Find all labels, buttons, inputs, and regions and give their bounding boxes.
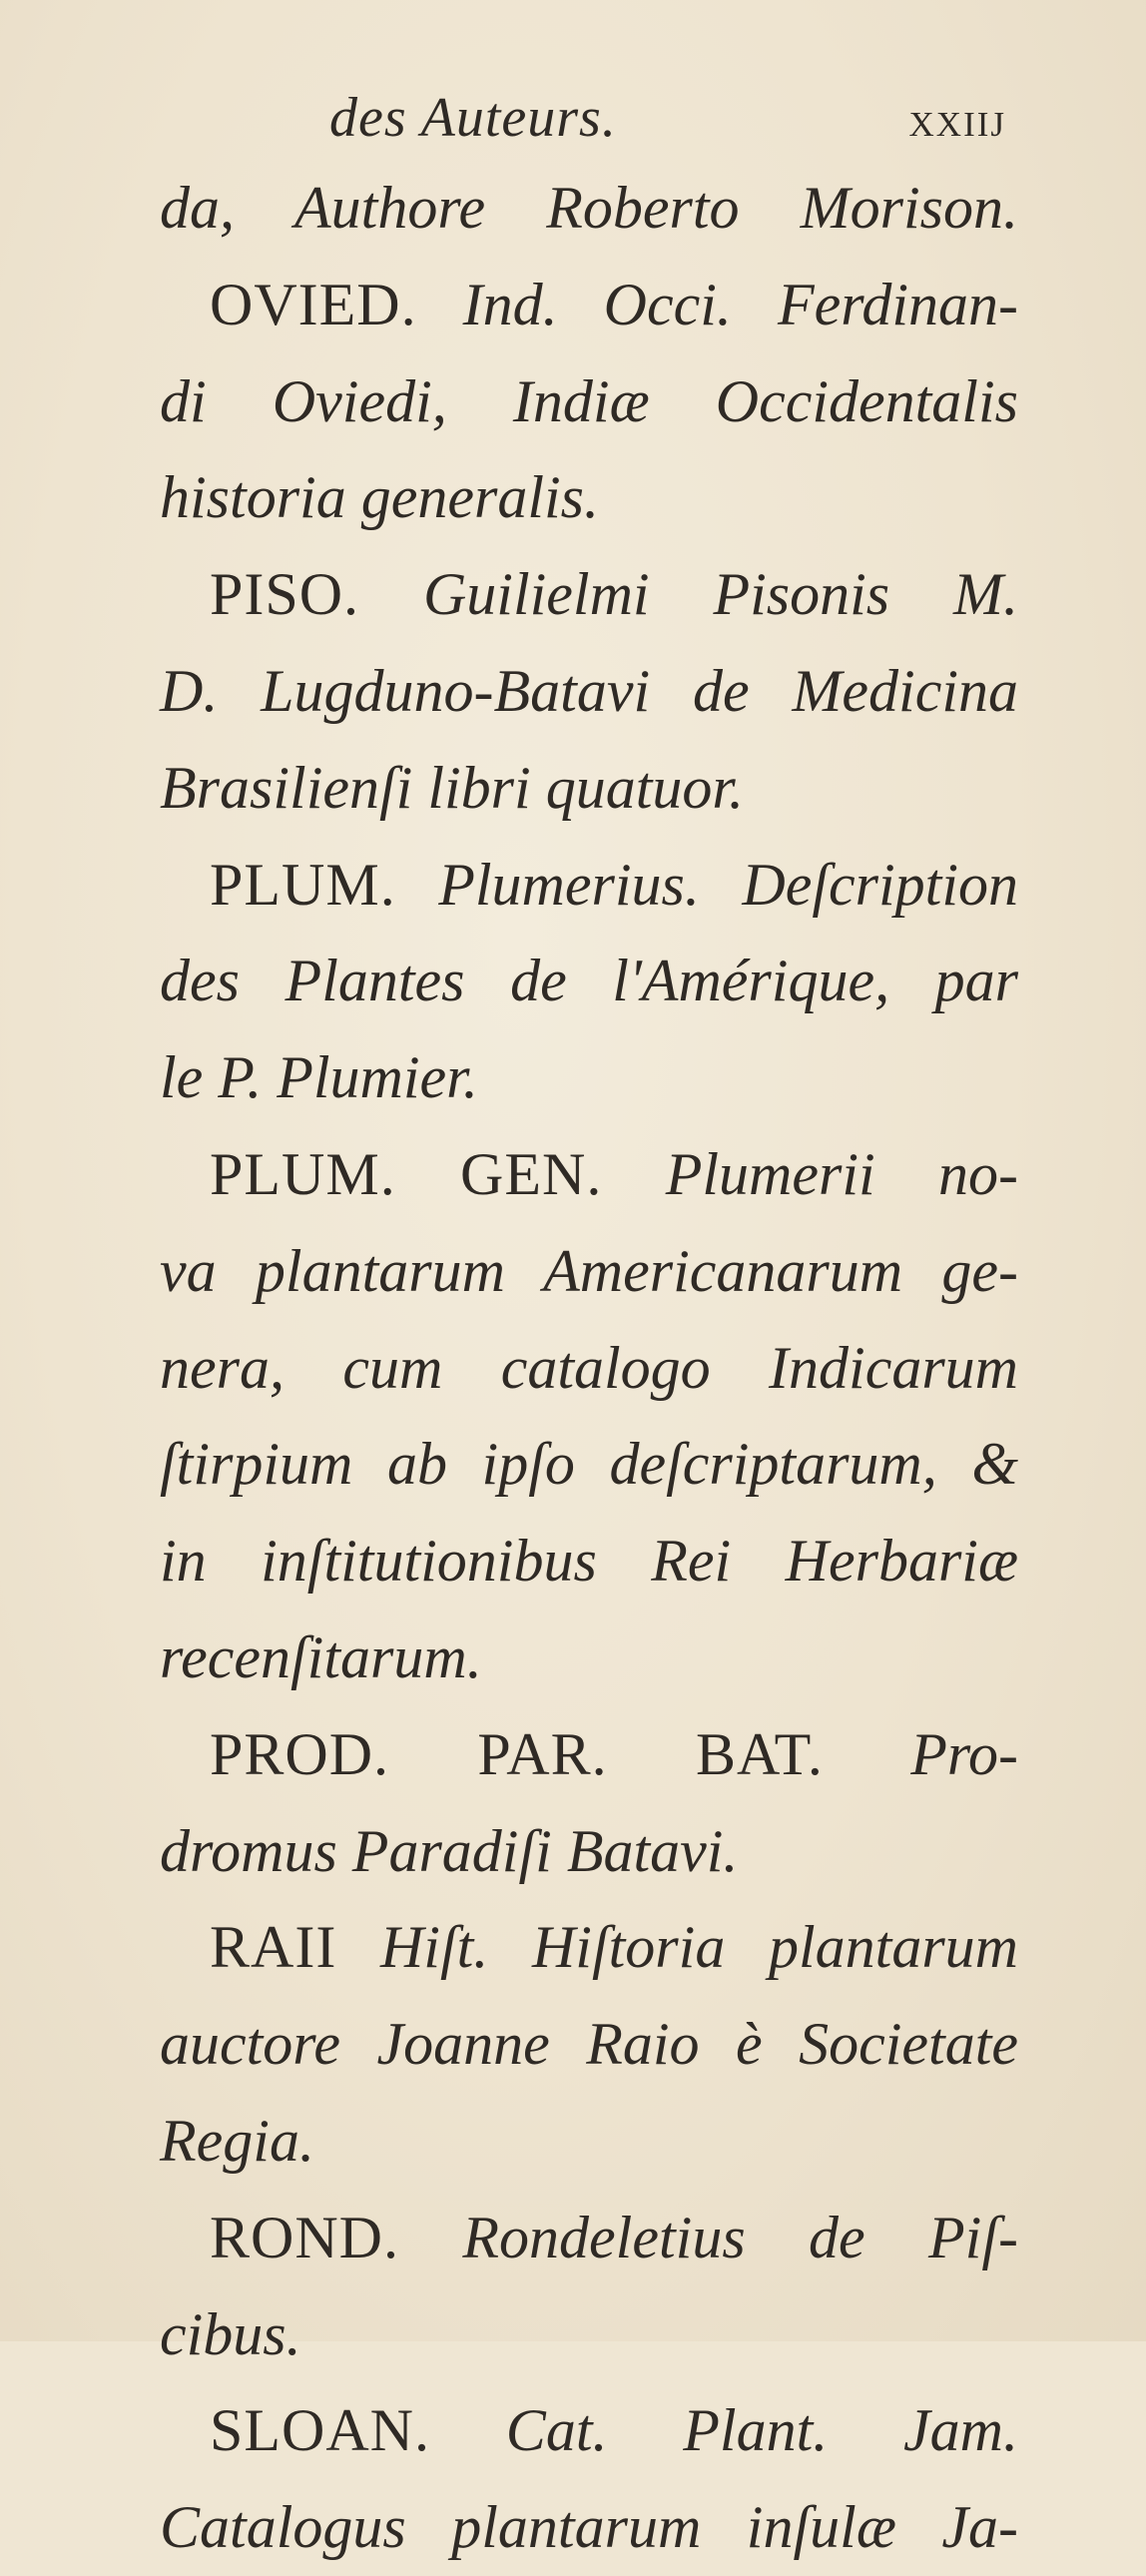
text-line — [160, 353, 1018, 450]
text-line — [160, 2190, 1018, 2286]
line-text: recenſitarum. — [160, 1623, 482, 1690]
text-line — [160, 1513, 1018, 1610]
entry-abbreviation: PROD. PAR. BAT. — [210, 1720, 824, 1787]
text-line — [160, 546, 1018, 643]
text-line — [160, 1706, 1018, 1803]
line-text: D. Lugduno-Batavi de Medicina — [160, 657, 1018, 724]
text-line — [160, 837, 1018, 934]
line-text: ſtirpium ab ipſo deſcriptarum, & — [160, 1431, 1018, 1498]
page-header — [329, 86, 1006, 156]
text-line — [160, 1610, 1018, 1706]
entry-abbreviation: PLUM. GEN. — [210, 1140, 603, 1207]
text-line — [160, 2479, 1018, 2576]
line-text: des Plantes de l'Amérique, par — [160, 948, 1018, 1014]
line-text: di Oviedi, Indiæ Occidentalis — [160, 367, 1018, 434]
line-text: historia generalis. — [160, 464, 600, 531]
entry-abbreviation: ROND. — [210, 2204, 400, 2270]
line-text: Ind. Occi. Ferdinan- — [462, 271, 1019, 337]
line-text: Catalogus plantarum inſulæ Ja- — [160, 2494, 1018, 2561]
text-line — [160, 1416, 1018, 1513]
text-line — [160, 160, 1018, 257]
entry-abbreviation: SLOAN. — [210, 2397, 431, 2464]
text-line — [160, 2382, 1018, 2479]
line-text: Cat. Plant. Jam. — [505, 2397, 1018, 2464]
line-text: va plantarum Americanarum ge- — [160, 1237, 1018, 1304]
entry-abbreviation: OVIED. — [210, 271, 417, 337]
entry-abbreviation: PISO. — [210, 561, 360, 628]
text-line — [160, 257, 1018, 353]
text-line — [160, 1803, 1018, 1900]
line-text: Plumerius. Deſcription — [438, 851, 1018, 918]
text-line — [160, 1899, 1018, 1996]
text-line — [160, 740, 1018, 837]
line-text: Guilielmi Pisonis M. — [422, 561, 1018, 628]
line-text: Hiſt. Hiſtoria plantarum — [379, 1914, 1018, 1981]
line-text: Rondeletius de Piſ- — [462, 2204, 1019, 2270]
line-text: in inſtitutionibus Rei Herbariæ — [160, 1528, 1018, 1595]
line-text: cibus. — [160, 2300, 301, 2367]
text-line — [160, 1029, 1018, 1126]
running-head: des Auteurs. — [329, 87, 617, 149]
line-text: dromus Paradiſi Batavi. — [160, 1817, 739, 1884]
text-line — [160, 449, 1018, 546]
text-line — [160, 1996, 1018, 2093]
page-number: xxiij — [908, 91, 1006, 147]
line-text: Brasilienſi libri quatuor. — [160, 754, 745, 821]
line-text: auctore Joanne Raio è Societate — [160, 2011, 1018, 2078]
text-line — [160, 2286, 1018, 2383]
text-block — [160, 160, 1018, 2576]
line-text: Regia. — [160, 2107, 314, 2174]
text-line — [160, 2093, 1018, 2190]
entry-abbreviation: PLUM. — [210, 851, 396, 918]
line-text: nera, cum catalogo Indicarum — [160, 1334, 1018, 1401]
line-text: da, Authore Roberto Morison. — [160, 175, 1018, 241]
line-text: le P. Plumier. — [160, 1044, 478, 1111]
entry-abbreviation: RAII — [210, 1914, 337, 1981]
line-text: Plumerii no- — [665, 1140, 1018, 1207]
text-line — [160, 1223, 1018, 1320]
text-line — [160, 1126, 1018, 1223]
text-line — [160, 933, 1018, 1029]
text-line — [160, 643, 1018, 740]
line-text: Pro- — [910, 1720, 1018, 1787]
text-line — [160, 1320, 1018, 1417]
